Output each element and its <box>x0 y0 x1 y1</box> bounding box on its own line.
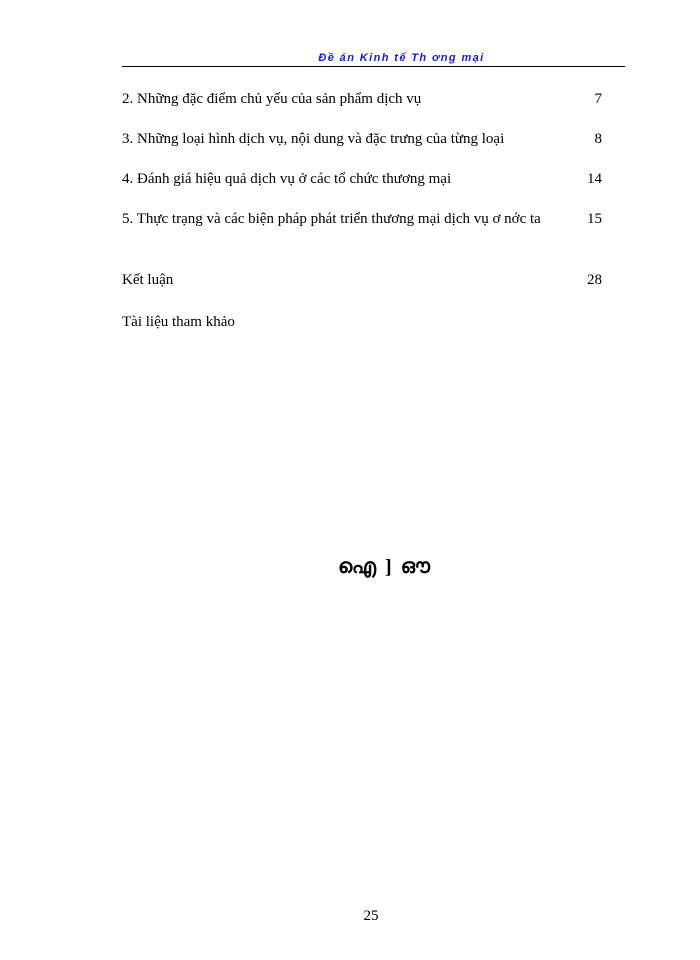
toc-entry-page: 14 <box>587 171 602 187</box>
toc-entry-text: 3. Những loại hình dịch vụ, nội dung và đặc trưng của từng loại <box>122 131 505 147</box>
page-number: 25 <box>363 908 379 924</box>
toc-entry-text: 4. Đánh giá hiệu quả dịch vụ ở các tổ chức thương mại <box>122 171 452 187</box>
toc-entry-page: 15 <box>587 211 602 227</box>
toc-entry-text: Tài liệu tham khảo <box>122 314 235 330</box>
toc-entry-page: 8 <box>594 131 602 147</box>
toc-entry-page: 28 <box>587 272 602 288</box>
section-ornament: ഐ ] ഔ <box>338 556 432 578</box>
toc-entry-text: Kết luận <box>122 272 174 288</box>
toc-entry-text: 2. Những đặc điểm chủ yếu của sản phẩm dịch vụ <box>122 91 422 107</box>
toc-entry-text: 5. Thực trạng và các biện pháp phát triển thương mại dịch vụ ơ nớc ta <box>122 211 541 227</box>
header-title: Đề án Kinh tế Th ơng mại <box>318 52 485 64</box>
toc-entry-page: 7 <box>594 91 602 107</box>
table-of-contents <box>122 0 602 400</box>
